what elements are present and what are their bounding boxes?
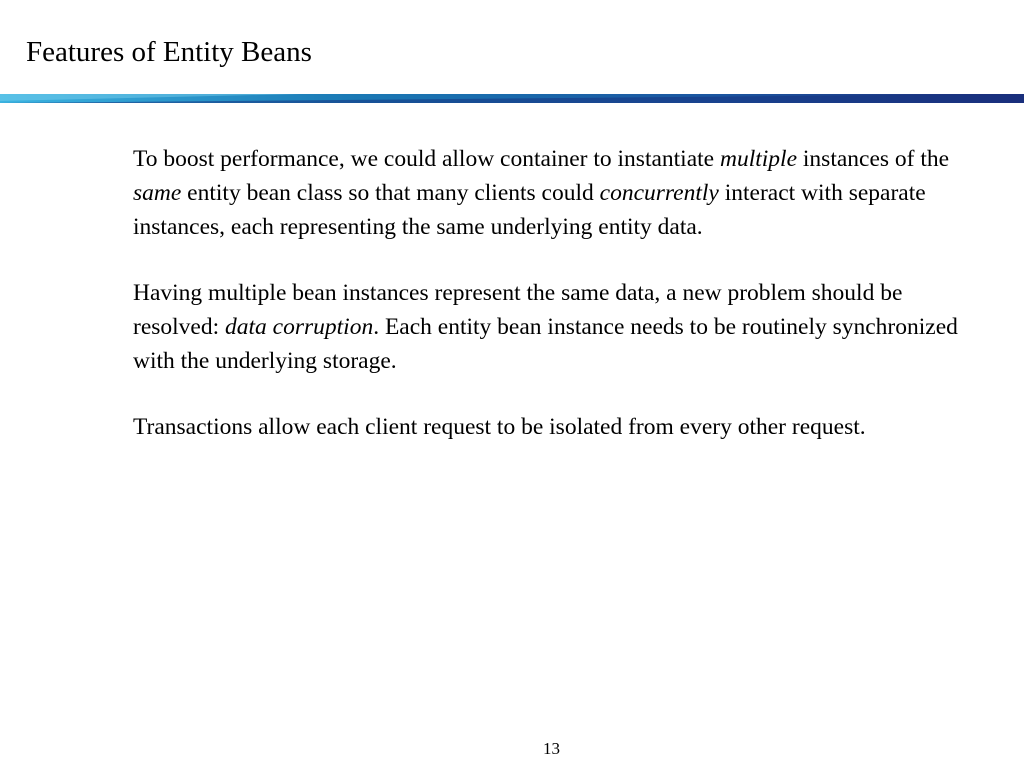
slide-body xyxy=(133,142,963,476)
title-divider xyxy=(0,94,1024,103)
slide-title: Features of Entity Beans xyxy=(26,36,312,68)
paragraph-performance: To boost performance, we could allow container to instantiate multiple instances of the same entity bean class so that many clients could concurrently interact with separate instances, each representing the same underlying entity data. xyxy=(133,146,950,240)
page-number: 13 xyxy=(543,739,560,758)
paragraph-data-corruption: Having multiple bean instances represent the same data, a new problem should be resolved: data corruption. Each entity bean instance needs to be routinely synchronized with the underlying storage. xyxy=(133,280,958,374)
paragraph-transactions: Transactions allow each client request to be isolated from every other request. xyxy=(133,414,866,440)
